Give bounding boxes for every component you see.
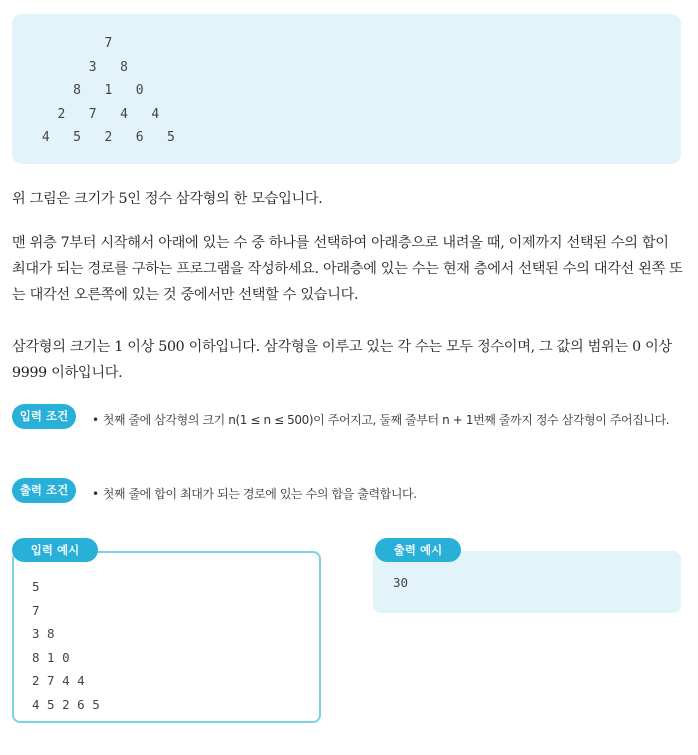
bullet-icon: •	[92, 487, 99, 501]
input-condition-badge: 입력 조건	[12, 404, 76, 429]
constraints-paragraph: 삼각형의 크기는 1 이상 500 이하입니다. 삼각형을 이루고 있는 각 수는 모두 정수이며, 그 값의 범위는 0 이상 9999 이하입니다.	[12, 339, 672, 381]
output-condition-badge: 출력 조건	[12, 478, 76, 503]
triangle-example-box	[12, 14, 681, 164]
input-example-content: 5 7 3 8 8 1 0 2 7 4 4 4 5 2 6 5	[32, 579, 100, 712]
input-example-box	[12, 551, 321, 723]
output-condition-text: 첫째 줄에 합이 최대가 되는 경로에 있는 수의 합을 출력합니다.	[102, 487, 417, 501]
bullet-icon: •	[92, 413, 99, 427]
input-condition-text: 첫째 줄에 삼각형의 크기 n(1 ≤ n ≤ 500)이 주어지고, 둘째 줄부터 n + 1번째 줄까지 정수 삼각형이 주어집니다.	[102, 413, 670, 427]
input-example-label: 입력 예시	[12, 538, 98, 562]
intro-paragraph: 위 그림은 크기가 5인 정수 삼각형의 한 모습입니다.	[12, 191, 323, 207]
output-example-content: 30	[393, 575, 409, 590]
output-condition-text-block	[92, 482, 684, 506]
output-example-label: 출력 예시	[375, 538, 461, 562]
input-condition-text-block	[92, 408, 684, 432]
problem-description-paragraph: 맨 위층 7부터 시작해서 아래에 있는 수 중 하나를 선택하여 아래층으로 내려올 때, 이제까지 선택된 수의 합이 최대가 되는 경로를 구하는 프로그램을 작성하세요. 아래층에 있는 수는 현재 층에서 선택된 수의 대각선 왼쪽 또는 대각선 오른쪽에 있는 것 중에서만 선택할 수 있습니다.	[12, 235, 683, 303]
number-triangle: 7 3 8 8 1 0 2 7 4 4 4 5 2 6 5	[41, 36, 175, 145]
